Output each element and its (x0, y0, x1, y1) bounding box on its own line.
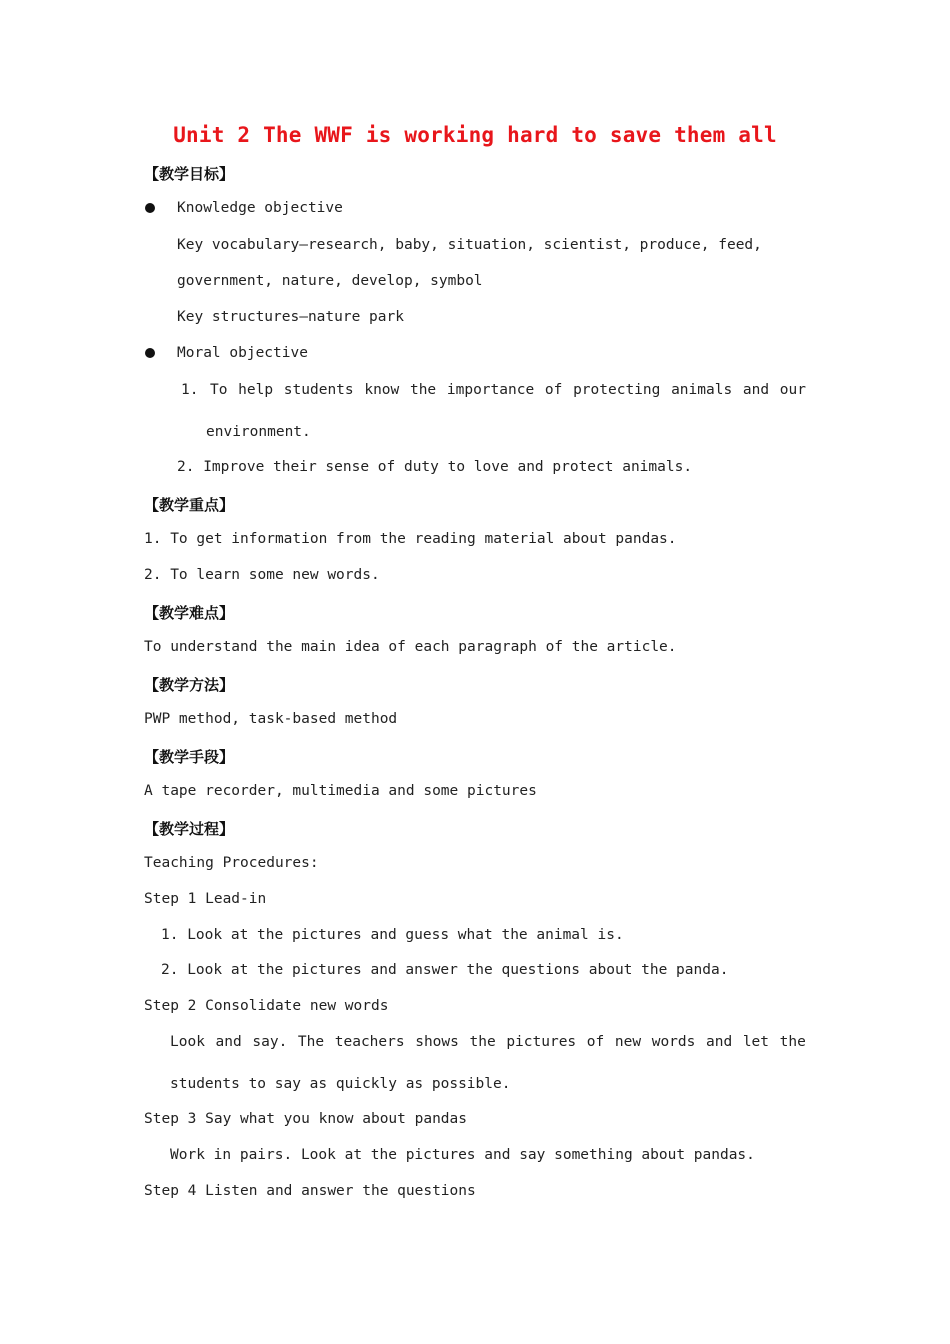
teaching-procedures-intro: Teaching Procedures: (144, 855, 319, 871)
step2-word: let (742, 1034, 770, 1050)
step2-word: new (614, 1034, 642, 1050)
step2-word: and (706, 1034, 733, 1050)
methods-text: PWP method, task-based method (144, 711, 398, 727)
document-title: Unit 2 The WWF is working hard to save them all (173, 123, 777, 147)
bullet-icon (145, 348, 155, 358)
moral-item1-continuation: environment. (206, 424, 311, 440)
moral-item1-word: and (742, 382, 770, 398)
step2-word: pictures (506, 1034, 577, 1050)
moral-item1-word: of (544, 382, 563, 398)
moral-item2: 2. Improve their sense of duty to love and protect animals. (177, 459, 693, 475)
step2-word: say. (252, 1034, 288, 1050)
moral-item1-text (210, 382, 806, 398)
difficulties-text: To understand the main idea of each paragraph of the article. (144, 639, 677, 655)
difficulties-heading: 【教学难点】 (144, 604, 235, 622)
moral-item1-word: know (364, 382, 400, 398)
key-point-2: 2. To learn some new words. (144, 567, 380, 583)
moral-item1-word: the (409, 382, 437, 398)
knowledge-objective-label: Knowledge objective (177, 200, 343, 216)
step2-continuation: students to say as quickly as possible. (170, 1076, 511, 1092)
step2-word: the (469, 1034, 496, 1050)
step2-text (170, 1034, 806, 1050)
step2-heading: Step 2 Consolidate new words (144, 998, 389, 1014)
moral-item1-word: students (283, 382, 354, 398)
step3-text: Work in pairs. Look at the pictures and say something about pandas. (170, 1147, 755, 1163)
step2-word: the (779, 1034, 806, 1050)
moral-item1-word: To (210, 382, 228, 398)
key-vocabulary-line1: Key vocabulary—research, baby, situation, scientist, produce, feed, (177, 237, 762, 253)
objectives-heading: 【教学目标】 (144, 165, 235, 183)
key-vocabulary-line2: government, nature, develop, symbol (177, 273, 483, 289)
step1-item2: 2. Look at the pictures and answer the questions about the panda. (161, 962, 729, 978)
key-point-1: 1. To get information from the reading material about pandas. (144, 531, 677, 547)
step1-heading: Step 1 Lead-in (144, 891, 267, 907)
moral-item1-number: 1. (181, 382, 199, 398)
step2-word: words (651, 1034, 696, 1050)
aids-heading: 【教学手段】 (144, 748, 235, 766)
step2-word: and (215, 1034, 242, 1050)
step2-word: teachers (334, 1034, 405, 1050)
step2-word: Look (170, 1034, 205, 1050)
process-heading: 【教学过程】 (144, 820, 235, 838)
key-structures: Key structures—nature park (177, 309, 404, 325)
moral-item1-word: protecting (573, 382, 661, 398)
step2-word: of (586, 1034, 605, 1050)
methods-heading: 【教学方法】 (144, 676, 235, 694)
step3-heading: Step 3 Say what you know about pandas (144, 1111, 468, 1127)
step2-word: The (297, 1034, 325, 1050)
step4-heading: Step 4 Listen and answer the questions (144, 1183, 476, 1199)
step2-word: shows (415, 1034, 459, 1050)
step1-item1: 1. Look at the pictures and guess what the animal is. (161, 927, 624, 943)
moral-objective-label: Moral objective (177, 345, 308, 361)
bullet-icon (145, 203, 155, 213)
key-points-heading: 【教学重点】 (144, 496, 235, 514)
moral-item1-word: our (779, 382, 806, 398)
aids-text: A tape recorder, multimedia and some pictures (144, 783, 537, 799)
moral-item1-word: help (238, 382, 274, 398)
moral-item1-word: importance (446, 382, 535, 398)
moral-item1-word: animals (671, 382, 733, 398)
